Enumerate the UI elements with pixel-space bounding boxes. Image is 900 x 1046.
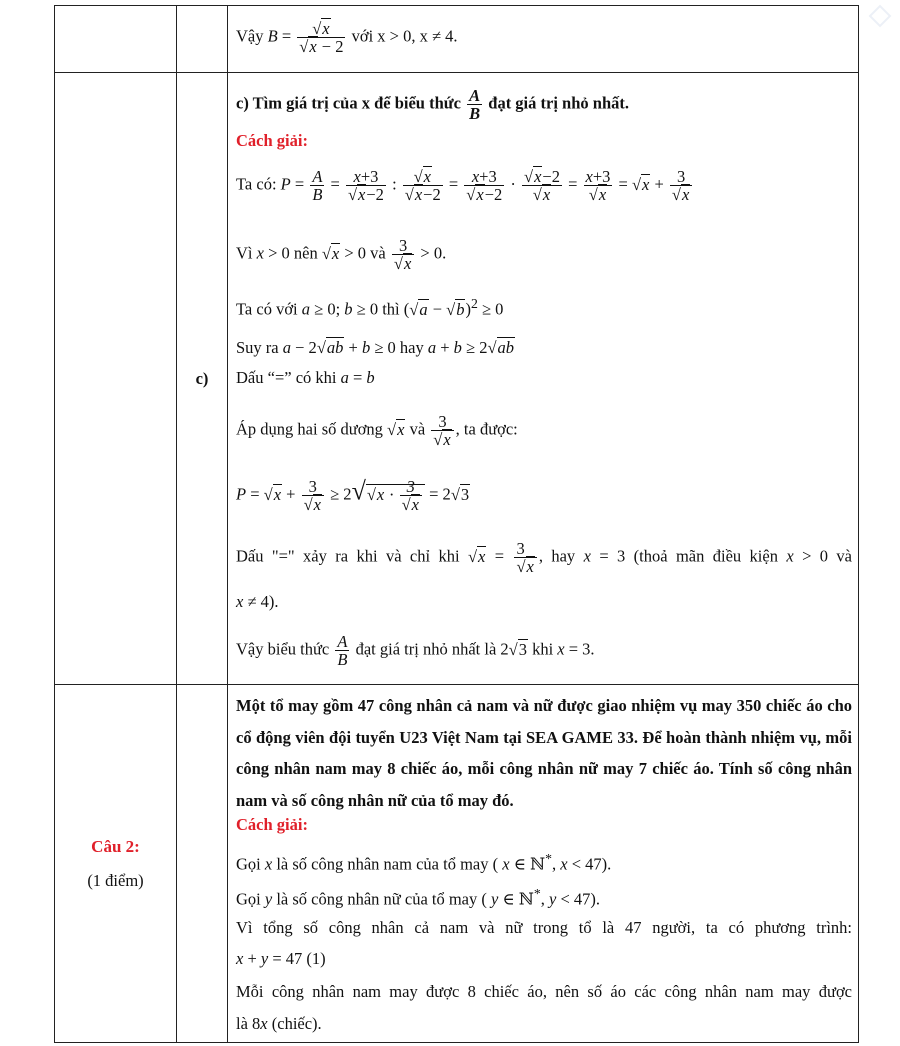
solution-heading-c: Cách giải: bbox=[236, 131, 308, 150]
step-2-4: x + y = 47 (1) bbox=[236, 949, 326, 968]
step-c-8-cont: x ≠ 4). bbox=[236, 592, 279, 611]
row-question-2 bbox=[55, 685, 859, 1043]
step-c-4: Suy ra a − 2√ab + b ≥ 0 hay a + b ≥ 2√ab bbox=[236, 338, 515, 357]
cell-question-2-label bbox=[55, 685, 177, 1043]
step-c-3: Ta có với a ≥ 0; b ≥ 0 thì $(√a - √b)^2 \ge 0$ bbox=[236, 296, 504, 319]
cell-part-c-solution bbox=[228, 73, 859, 685]
step-2-3: Vì tổng số công nhân cả nam và nữ trong tổ là 47 người, ta có phương trình: bbox=[236, 918, 852, 937]
step-c-9: Vậy biểu thức $\frac{A}{B}$ đạt giá trị nhỏ nhất là 2√3 khi x = 3. bbox=[236, 632, 595, 670]
step-c-8: Dấu "=" xảy ra khi và chỉ khi √x = $\frac{3}{√x}$ , hay x = 3 (thoả mãn điều kiện x > 0 và bbox=[236, 539, 852, 577]
cell-part-empty-1 bbox=[177, 6, 228, 73]
cell-question-2-solution bbox=[228, 685, 859, 1043]
conclusion-line: Vậy B = $\frac{√x}{√x - 2}$ với x > 0, x ≠ 4. bbox=[236, 19, 458, 57]
step-2-2: Gọi y là số công nhân nữ của tổ may ( y ∈ ℕ*, y < 47). bbox=[236, 886, 601, 909]
cell-part-empty-3 bbox=[177, 685, 228, 1043]
question-2-problem: Một tổ may gồm 47 công nhân cả nam và nữ được giao nhiệm vụ may 350 chiếc áo cho cổ động viên đội tuyển U23 Việt Nam tại SEA GAME 33. Để hoàn thành nhiệm vụ, mỗi công nhân nam may 8 chiếc áo, mỗi công nhân nữ may 7 chiếc áo. Tính số công nhân nam và số công nhân nữ của tổ may đó. bbox=[236, 696, 852, 810]
solution-heading-2: Cách giải: bbox=[236, 815, 308, 834]
step-2-5: Mỗi công nhân nam may được 8 chiếc áo, nên số áo các công nhân nam may được bbox=[236, 982, 852, 1001]
cell-question-empty-2 bbox=[55, 73, 177, 685]
conclusion-condition: với x > 0, x ≠ 4. bbox=[351, 26, 458, 46]
question-c: c) Tìm giá trị của x để biểu thức $\frac{A}{B}$ đạt giá trị nhỏ nhất. bbox=[236, 86, 629, 124]
row-b-conclusion bbox=[55, 6, 859, 73]
row-part-c bbox=[55, 73, 859, 685]
fraction-b: $\frac{√x}{√x - 2}$ bbox=[299, 19, 344, 57]
conclusion-prefix: Vậy bbox=[236, 26, 264, 46]
step-c-5: Dấu “=” có khi a = b bbox=[236, 368, 375, 387]
solution-table bbox=[54, 5, 859, 1043]
question-2-label: Câu 2: bbox=[91, 836, 140, 856]
question-2-points: (1 điểm) bbox=[87, 870, 144, 890]
cell-question-empty-1 bbox=[55, 6, 177, 73]
step-2-6: là 8x (chiếc). bbox=[236, 1014, 322, 1033]
step-c-7: P = √x + $\frac{3}{√x}$ ≥ 2√√x · $\frac{3}{√x}$ = 2√3 bbox=[236, 476, 470, 515]
step-c-6: Áp dụng hai số dương √x và $\frac{3}{√x}$ , ta được: bbox=[236, 412, 518, 450]
watermark-logo-icon bbox=[866, 2, 894, 30]
step-c-2: Vì x > 0 nên √x > 0 và $\frac{3}{√x}$ > 0. bbox=[236, 236, 447, 274]
step-2-1: Gọi x là số công nhân nam của tổ may ( x ∈ ℕ*, x < 47). bbox=[236, 851, 612, 874]
cell-b-conclusion bbox=[228, 6, 859, 73]
step-c-1: Ta có: P = $\frac{A}{B}$ = $\frac{x+3}{√x-2}$ : $\frac{√x}{√x-2}$ = $\frac{x+3}{√x-2}$ · $\frac{√x-2}{√x}$ = $\frac{x+3}{√x}$ = √x + $\frac{3}{√x}$ bbox=[236, 168, 852, 204]
part-label-c: c) bbox=[177, 73, 228, 685]
